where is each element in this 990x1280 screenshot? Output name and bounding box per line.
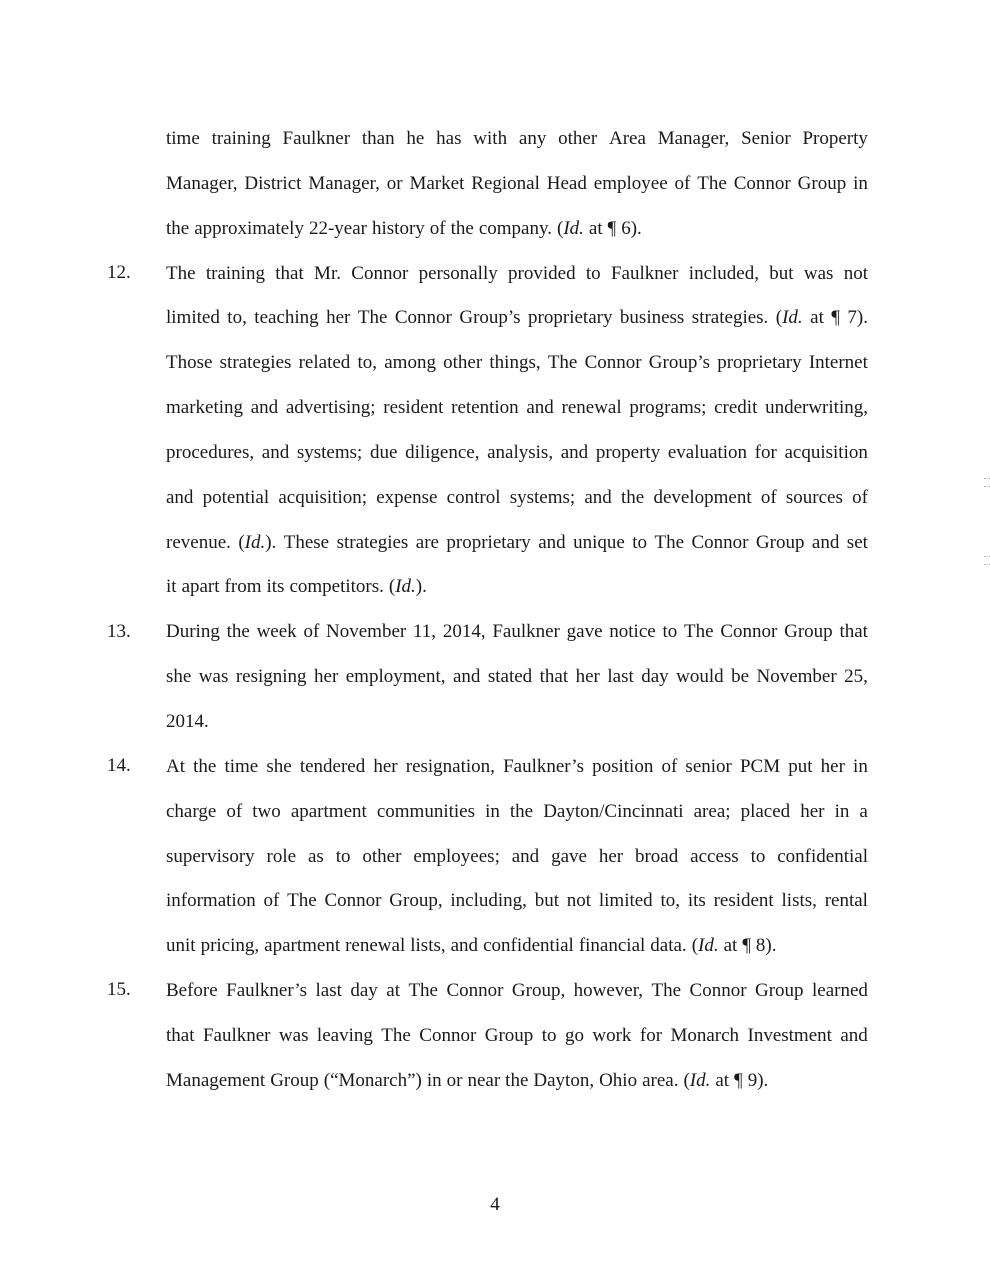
text-line: Management Group (“Monarch”) in or near the Dayton, Ohio area. (Id. at ¶ 9). (166, 1069, 769, 1091)
text-line: Those strategies related to, among other things, The Connor Group’s proprietary Internet (166, 352, 868, 374)
text-line: limited to, teaching her The Connor Group’s proprietary business strategies. (Id. at ¶ 7). (166, 307, 868, 329)
scan-mark (984, 486, 990, 487)
text-line: marketing and advertising; resident retention and renewal programs; credit underwriting, (166, 397, 868, 419)
scan-mark (984, 564, 990, 565)
scan-mark (984, 556, 990, 557)
text-line: time training Faulkner than he has with any other Area Manager, Senior Property (166, 128, 868, 149)
page-number: 4 (490, 1194, 500, 1215)
text-line: it apart from its competitors. (Id.). (166, 576, 427, 598)
text-line: At the time she tendered her resignation, Faulkner’s position of senior PCM put her in (166, 755, 868, 777)
text-line: Before Faulkner’s last day at The Connor Group, however, The Connor Group learned (166, 980, 868, 1002)
paragraph-number-14: 14. (107, 755, 131, 776)
body-text (166, 124, 868, 1111)
text-line: and potential acquisition; expense control systems; and the development of sources of (166, 486, 868, 508)
paragraph-number-15: 15. (107, 979, 131, 1000)
scan-mark (984, 478, 990, 479)
text-line: procedures, and systems; due diligence, analysis, and property evaluation for acquisition (166, 441, 868, 463)
text-line: revenue. (Id.). These strategies are proprietary and unique to The Connor Group and set (166, 531, 868, 553)
text-line: The training that Mr. Connor personally provided to Faulkner included, but was not (166, 262, 868, 284)
text-line: Manager, District Manager, or Market Regional Head employee of The Connor Group in (166, 172, 868, 194)
text-line: the approximately 22-year history of the company. (Id. at ¶ 6). (166, 217, 642, 239)
paragraph-number-13: 13. (107, 621, 131, 642)
text-line: she was resigning her employment, and stated that her last day would be November 25, (166, 666, 868, 688)
text-line: unit pricing, apartment renewal lists, and confidential financial data. (Id. at ¶ 8). (166, 935, 777, 957)
paragraph-number-12: 12. (107, 262, 131, 283)
text-line: 2014. (166, 710, 209, 732)
text-line: that Faulkner was leaving The Connor Group to go work for Monarch Investment and (166, 1024, 868, 1046)
text-line: charge of two apartment communities in the Dayton/Cincinnati area; placed her in a (166, 800, 868, 822)
text-line: During the week of November 11, 2014, Faulkner gave notice to The Connor Group that (166, 621, 868, 643)
text-line: supervisory role as to other employees; and gave her broad access to confidential (166, 845, 868, 867)
text-line: information of The Connor Group, including, but not limited to, its resident lists, rental (166, 890, 868, 912)
